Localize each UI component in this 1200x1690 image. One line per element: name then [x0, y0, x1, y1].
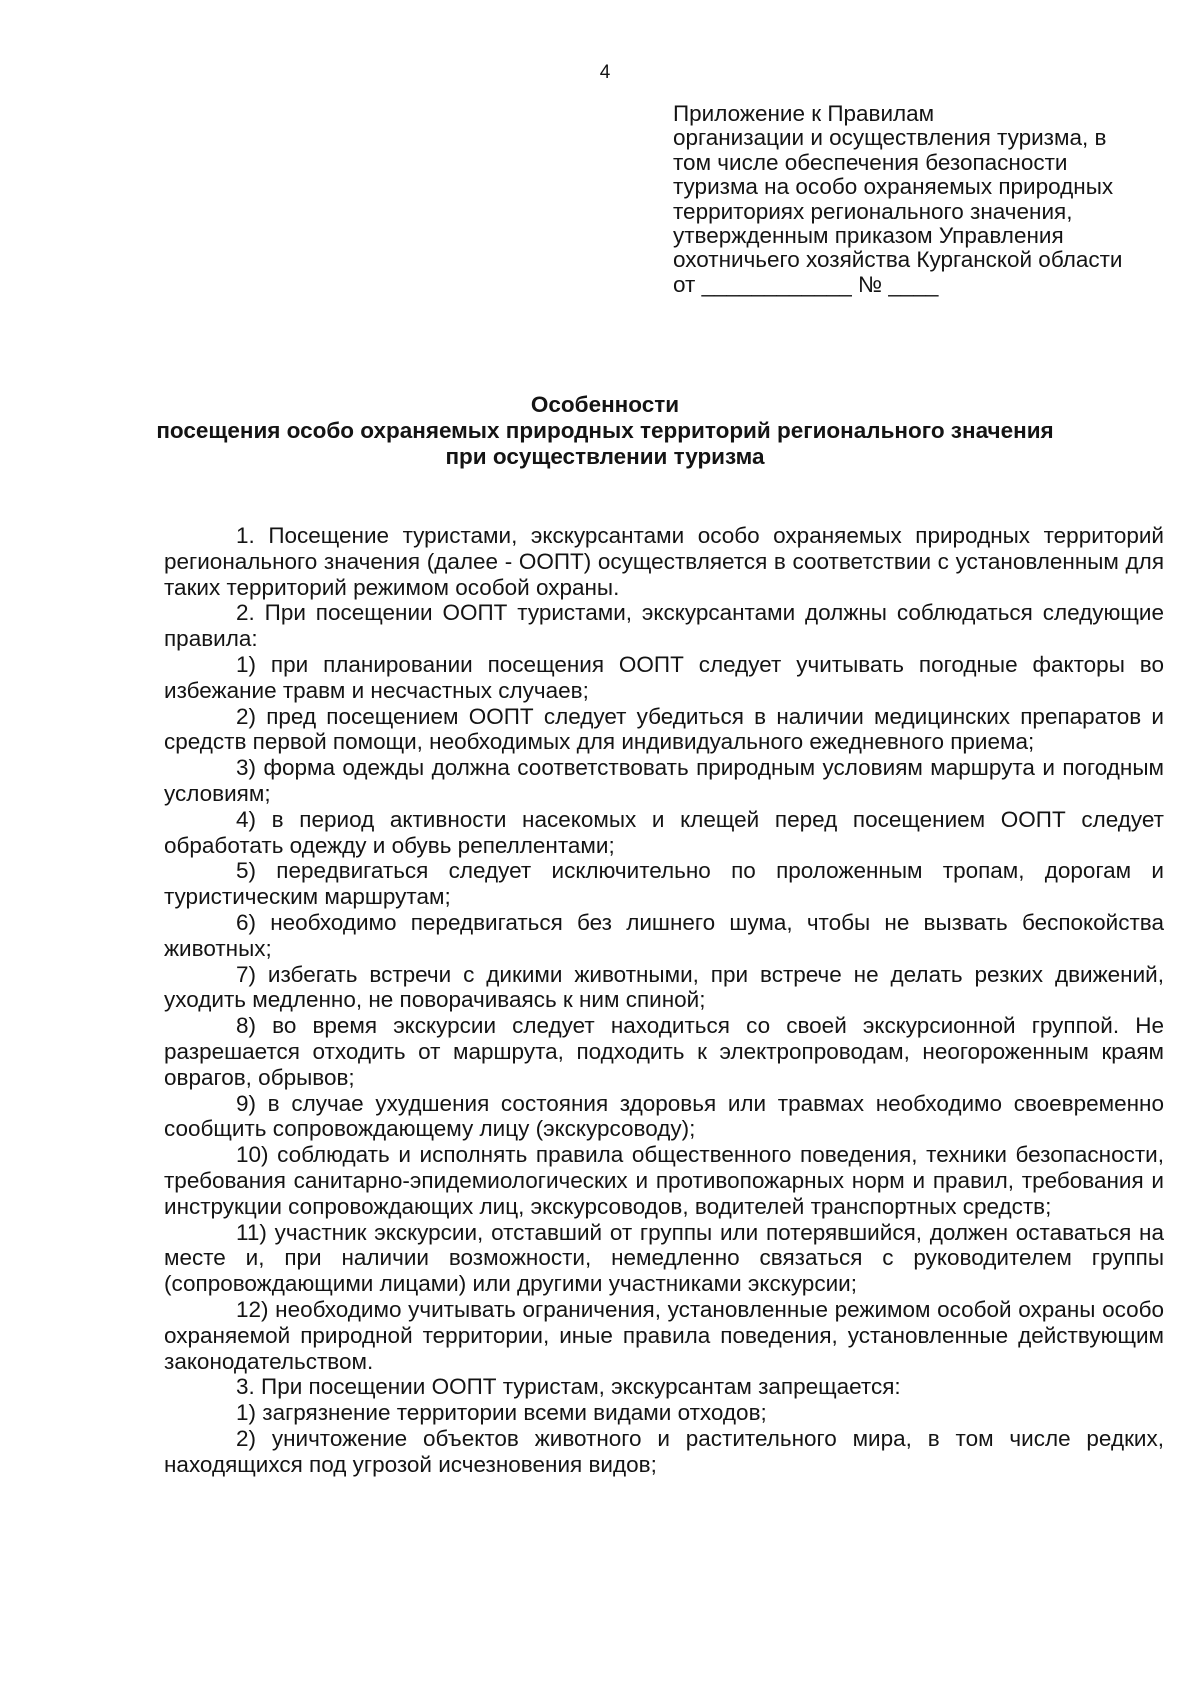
appendix-date-number-line: от ____________ № ____ — [673, 271, 939, 297]
paragraph: 1. Посещение туристами, экскурсантами особо охраняемых природных территорий регионального значения (далее - ООПТ) осуществляется в соответствии с установленным для таких территорий режимом особой охраны. — [164, 523, 1164, 600]
appendix-line: том числе обеспечения безопасности — [673, 149, 1068, 175]
appendix-header — [673, 102, 1193, 297]
appendix-line: туризма на особо охраняемых природных — [673, 174, 1114, 200]
list-item: 1) при планировании посещения ООПТ следует учитывать погодные факторы во избежание травм и несчастных случаев; — [164, 651, 1164, 703]
list-item: 7) избегать встречи с дикими животными, при встрече не делать резких движений, уходить медленно, не поворачиваясь к ним спиной; — [164, 961, 1164, 1013]
list-item: 6) необходимо передвигаться без лишнего шума, чтобы не вызвать беспокойства животных; — [164, 909, 1164, 961]
title-line-3: при осуществлении туризма — [445, 444, 765, 469]
list-item: 2) пред посещением ООПТ следует убедиться в наличии медицинских препаратов и средств первой помощи, необходимых для индивидуального ежедневного приема; — [164, 703, 1164, 755]
appendix-line: Приложение к Правилам — [673, 101, 935, 126]
list-item: 5) передвигаться следует исключительно по проложенным тропам, дорогам и туристическим маршрутам; — [164, 858, 1164, 910]
title-line-1: Особенности — [530, 392, 680, 417]
list-item: 9) в случае ухудшения состояния здоровья или травмах необходимо своевременно сообщить сопровождающему лицу (экскурсоводу); — [164, 1090, 1164, 1142]
list-item: 10) соблюдать и исполнять правила общественного поведения, техники безопасности, требования санитарно-эпидемиологических и противопожарных норм и правил, требования и инструкции сопровождающих лиц, экскурсоводов, водителей транспортных средств; — [164, 1142, 1164, 1219]
title-line-2: посещения особо охраняемых природных территорий регионального значения — [156, 418, 1054, 443]
appendix-line: территориях регионального значения, — [673, 198, 1073, 224]
document-title — [0, 392, 1200, 470]
list-item: 12) необходимо учитывать ограничения, установленные режимом особой охраны особо охраняемой природной территории, иные правила поведения, установленные действующим законодательством. — [164, 1296, 1164, 1374]
document-body — [164, 523, 1164, 1477]
list-item: 2) уничтожение объектов животного и растительного мира, в том числе редких, находящихся под угрозой исчезновения видов; — [164, 1425, 1164, 1477]
list-item: 8) во время экскурсии следует находиться со своей экскурсионной группой. Не разрешается отходить от маршрута, подходить к электропроводам, неогороженным краям оврагов, обрывов; — [164, 1013, 1164, 1090]
appendix-line: утвержденным приказом Управления — [673, 223, 1064, 249]
list-item: 1) загрязнение территории всеми видами отходов; — [236, 1400, 767, 1426]
appendix-line: организации и осуществления туризма, в — [673, 125, 1107, 151]
paragraph: 3. При посещении ООПТ туристам, экскурсантам запрещается: — [236, 1374, 901, 1400]
page-number: 4 — [599, 62, 611, 83]
appendix-line: охотничьего хозяйства Курганской области — [673, 247, 1123, 273]
list-item: 3) форма одежды должна соответствовать природным условиям маршрута и погодным условиям; — [164, 755, 1164, 806]
paragraph: 2. При посещении ООПТ туристами, экскурсантами должны соблюдаться следующие правила: — [164, 600, 1164, 652]
list-item: 11) участник экскурсии, отставший от группы или потерявшийся, должен оставаться на месте и, при наличии возможности, немедленно связаться с руководителем группы (сопровождающими лицами) или другими участниками экскурсии; — [164, 1219, 1164, 1297]
list-item: 4) в период активности насекомых и клещей перед посещением ООПТ следует обработать одежду и обувь репеллентами; — [164, 806, 1164, 858]
